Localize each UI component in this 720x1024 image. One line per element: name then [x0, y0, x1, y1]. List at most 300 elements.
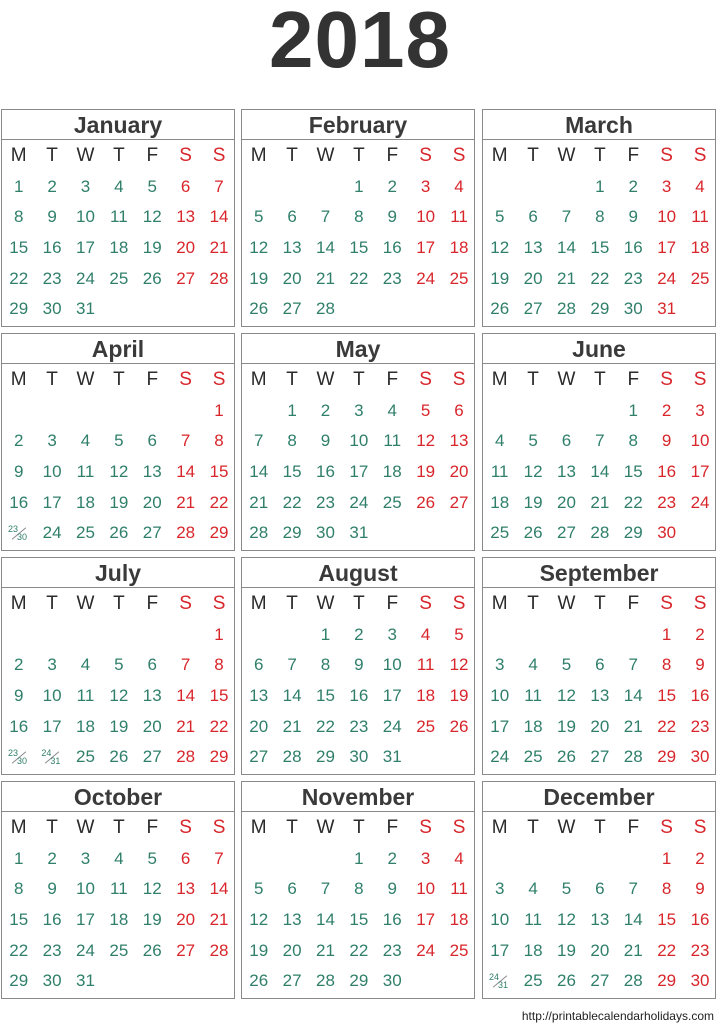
day-cell: 7: [628, 655, 638, 675]
day-cell: 27: [523, 299, 543, 319]
empty-cell: [550, 396, 583, 427]
day-cell: 27: [282, 299, 302, 319]
day-cell: 6: [180, 848, 191, 868]
weekday-header: F: [386, 369, 399, 391]
day-cell: 1: [595, 176, 605, 196]
weekday-header: M: [10, 369, 27, 391]
day-cell: 3: [420, 176, 431, 196]
day-cell: 30: [382, 971, 402, 991]
day-cell: 25: [523, 747, 543, 767]
weekday-header: T: [113, 817, 125, 839]
day-cell: 15: [9, 238, 29, 258]
day-number: 31: [50, 755, 61, 766]
day-cell: 10: [416, 879, 436, 899]
day-cell: 27: [557, 523, 576, 543]
day-cell: 18: [449, 910, 469, 930]
day-cell: 14: [590, 462, 610, 482]
weekday-header: W: [76, 369, 95, 391]
weekday-header: T: [46, 593, 58, 615]
weekday-header: S: [419, 369, 432, 391]
day-cell: 16: [382, 238, 402, 258]
weekday-header: T: [527, 593, 539, 615]
day-cell: 25: [382, 492, 402, 512]
empty-cell: [483, 620, 516, 651]
empty-cell: [169, 620, 202, 651]
day-cell: 7: [180, 655, 191, 675]
day-cell: 12: [249, 910, 269, 930]
empty-cell: [516, 396, 549, 427]
empty-cell: [583, 620, 616, 651]
day-cell: 13: [590, 686, 610, 706]
weekday-header: W: [316, 145, 335, 167]
day-cell: 29: [9, 971, 29, 991]
day-cell: 5: [561, 879, 572, 899]
day-cell: 26: [557, 971, 576, 991]
day-cell: 13: [249, 686, 269, 706]
day-cell: 22: [9, 268, 29, 288]
day-cell: 15: [349, 238, 369, 258]
day-cell: 26: [109, 523, 129, 543]
day-cell: 8: [354, 207, 364, 227]
empty-cell: [2, 396, 35, 427]
footer-url: http://printablecalendarholidays.com: [521, 1009, 714, 1023]
month-days-grid: [242, 813, 476, 997]
empty-cell: [376, 518, 409, 549]
weekday-header: F: [627, 145, 640, 167]
month-title: March: [483, 110, 715, 140]
day-cell: 14: [176, 686, 196, 706]
weekday-header: W: [557, 145, 576, 167]
day-cell: 5: [253, 207, 264, 227]
month-title: January: [2, 110, 234, 140]
day-cell: 12: [449, 655, 469, 675]
day-cell: 8: [214, 431, 224, 451]
day-cell: 7: [253, 431, 264, 451]
day-number: 24: [41, 747, 52, 758]
month-days-grid: [242, 589, 476, 773]
day-cell: 18: [76, 716, 95, 736]
day-cell: 11: [450, 207, 468, 227]
day-cell: 13: [590, 910, 610, 930]
day-cell: 16: [657, 462, 677, 482]
empty-cell: [409, 294, 442, 325]
day-cell: 17: [42, 492, 62, 512]
day-cell: 24: [490, 747, 510, 767]
day-cell: 3: [695, 400, 705, 420]
month-title: April: [2, 334, 234, 364]
day-cell: 21: [209, 238, 229, 258]
weekday-header: S: [660, 145, 673, 167]
weekday-header: S: [693, 369, 707, 391]
day-cell: 23: [316, 492, 335, 512]
day-cell: 11: [110, 207, 128, 227]
month-days-grid: [483, 813, 717, 997]
day-cell: 5: [494, 207, 505, 227]
day-cell: 20: [142, 716, 162, 736]
month-february: [241, 109, 475, 327]
month-days-grid: [2, 141, 236, 325]
day-cell: 24: [42, 523, 62, 543]
weekday-header: F: [146, 593, 159, 615]
day-cell: 22: [209, 716, 229, 736]
empty-cell: [202, 294, 235, 325]
weekday-header: S: [419, 817, 432, 839]
day-cell: 30: [316, 523, 335, 543]
month-days-grid: [483, 365, 717, 549]
day-cell: 18: [109, 238, 129, 258]
day-cell: 17: [349, 462, 369, 482]
day-cell: 6: [561, 431, 572, 451]
weekday-header: T: [286, 817, 298, 839]
day-cell: 8: [354, 879, 364, 899]
weekday-header: F: [627, 369, 640, 391]
day-cell: 25: [690, 268, 710, 288]
day-cell: 15: [657, 686, 677, 706]
day-cell: 13: [142, 686, 162, 706]
day-cell-split: [35, 742, 68, 773]
day-cell: 28: [316, 971, 335, 991]
day-cell: 19: [449, 686, 469, 706]
empty-cell: [35, 396, 68, 427]
empty-cell: [242, 172, 275, 203]
weekday-header: W: [557, 369, 576, 391]
day-cell: 19: [557, 940, 576, 960]
day-cell: 23: [382, 940, 402, 960]
weekday-header: W: [557, 593, 576, 615]
day-cell: 13: [523, 238, 543, 258]
empty-cell: [442, 518, 475, 549]
day-cell: 10: [690, 431, 710, 451]
day-cell: 3: [494, 655, 505, 675]
day-cell: 2: [628, 176, 638, 196]
day-cell: 21: [623, 716, 643, 736]
day-cell: 13: [557, 462, 576, 482]
day-cell: 3: [80, 176, 91, 196]
day-cell: 14: [316, 910, 335, 930]
day-cell: 10: [349, 431, 369, 451]
day-number: 23: [8, 747, 19, 758]
empty-cell: [617, 620, 650, 651]
day-cell: 25: [76, 523, 95, 543]
day-cell: 4: [528, 655, 538, 675]
day-cell: 23: [349, 716, 369, 736]
day-cell: 11: [76, 686, 95, 706]
day-cell: 2: [13, 655, 24, 675]
day-cell: 23: [42, 940, 62, 960]
day-cell: 17: [416, 238, 436, 258]
day-cell: 31: [76, 299, 95, 319]
weekday-header: T: [594, 817, 606, 839]
day-cell: 18: [109, 910, 129, 930]
day-cell: 30: [349, 747, 369, 767]
empty-cell: [169, 294, 202, 325]
day-cell: 19: [142, 238, 162, 258]
day-cell: 3: [387, 624, 397, 644]
weekday-header: W: [316, 593, 335, 615]
day-cell: 13: [142, 462, 162, 482]
day-cell: 26: [249, 971, 269, 991]
day-cell: 24: [76, 268, 95, 288]
day-cell: 9: [320, 431, 331, 451]
day-cell: 13: [176, 879, 196, 899]
month-title: December: [483, 782, 715, 812]
day-cell-split: [2, 742, 35, 773]
day-cell: 4: [80, 655, 91, 675]
day-cell: 31: [349, 523, 369, 543]
day-cell: 14: [557, 238, 576, 258]
day-cell: 9: [695, 655, 705, 675]
day-cell: 24: [657, 268, 677, 288]
day-cell: 7: [320, 879, 331, 899]
day-cell: 22: [590, 268, 610, 288]
month-title: November: [242, 782, 474, 812]
day-cell: 20: [176, 910, 196, 930]
day-cell: 1: [13, 848, 24, 868]
weekday-header: T: [46, 145, 58, 167]
day-cell: 29: [9, 299, 29, 319]
day-cell: 11: [691, 207, 709, 227]
day-cell: 27: [282, 971, 302, 991]
day-cell: 5: [454, 624, 464, 644]
day-cell: 5: [147, 176, 157, 196]
day-cell: 22: [349, 268, 369, 288]
day-cell: 27: [590, 971, 610, 991]
day-cell: 26: [142, 940, 162, 960]
month-title: October: [2, 782, 234, 812]
month-june: [482, 333, 716, 551]
month-november: [241, 781, 475, 999]
day-cell: 14: [249, 462, 269, 482]
day-cell: 13: [282, 910, 302, 930]
day-cell: 19: [142, 910, 162, 930]
day-cell: 12: [416, 431, 436, 451]
weekday-header: T: [527, 145, 539, 167]
empty-cell: [683, 294, 716, 325]
day-cell: 25: [76, 747, 95, 767]
weekday-header: S: [179, 369, 192, 391]
day-cell: 26: [142, 268, 162, 288]
day-cell: 19: [109, 492, 129, 512]
day-cell: 2: [695, 848, 705, 868]
weekday-header: T: [286, 145, 298, 167]
empty-cell: [202, 966, 235, 997]
day-cell: 26: [249, 299, 269, 319]
empty-cell: [483, 172, 516, 203]
day-cell: 25: [523, 971, 543, 991]
day-cell: 25: [490, 523, 510, 543]
day-cell: 10: [657, 207, 677, 227]
weekday-header: S: [660, 369, 673, 391]
day-cell: 11: [383, 431, 402, 451]
day-cell: 12: [109, 462, 129, 482]
day-cell: 28: [282, 747, 302, 767]
empty-cell: [550, 620, 583, 651]
day-cell: 9: [47, 207, 57, 227]
day-cell: 6: [287, 879, 297, 899]
month-october: [1, 781, 235, 999]
day-cell: 30: [42, 299, 62, 319]
day-cell: 24: [690, 492, 710, 512]
day-cell: 10: [42, 686, 62, 706]
day-cell: 7: [214, 176, 224, 196]
weekday-header: W: [316, 369, 335, 391]
month-august: [241, 557, 475, 775]
day-cell: 11: [76, 462, 95, 482]
day-cell: 15: [209, 686, 229, 706]
day-cell: 19: [523, 492, 543, 512]
day-cell: 28: [209, 268, 229, 288]
month-april: [1, 333, 235, 551]
day-cell: 10: [76, 207, 95, 227]
day-cell: 30: [690, 971, 710, 991]
day-cell: 22: [282, 492, 302, 512]
day-cell: 14: [623, 686, 643, 706]
day-cell: 28: [176, 523, 196, 543]
weekday-header: S: [693, 145, 707, 167]
day-cell: 18: [490, 492, 510, 512]
day-cell: 20: [142, 492, 162, 512]
day-cell: 9: [354, 655, 364, 675]
day-cell: 23: [657, 492, 677, 512]
day-cell: 16: [623, 238, 643, 258]
day-cell: 6: [253, 655, 264, 675]
day-cell: 10: [382, 655, 402, 675]
day-cell: 17: [382, 686, 402, 706]
day-cell: 16: [316, 462, 335, 482]
weekday-header: F: [627, 593, 640, 615]
weekday-header: M: [491, 817, 508, 839]
day-cell: 28: [316, 299, 335, 319]
weekday-header: S: [452, 593, 466, 615]
day-cell: 1: [354, 848, 364, 868]
day-cell: 2: [47, 176, 57, 196]
month-title: August: [242, 558, 474, 588]
month-days-grid: [2, 589, 236, 773]
weekday-header: S: [212, 145, 226, 167]
day-cell: 22: [623, 492, 643, 512]
day-cell: 2: [320, 400, 331, 420]
day-cell: 1: [628, 400, 638, 420]
day-cell: 21: [282, 716, 302, 736]
day-cell: 19: [249, 268, 269, 288]
day-number: 24: [489, 971, 500, 982]
weekday-header: M: [250, 369, 267, 391]
empty-cell: [409, 518, 442, 549]
empty-cell: [442, 294, 475, 325]
weekday-header: S: [693, 817, 707, 839]
day-cell: 26: [416, 492, 436, 512]
weekday-header: S: [693, 593, 707, 615]
day-cell: 18: [76, 492, 95, 512]
day-cell: 20: [176, 238, 196, 258]
day-cell: 21: [623, 940, 643, 960]
day-cell: 22: [316, 716, 335, 736]
day-cell: 9: [387, 879, 397, 899]
day-cell: 24: [76, 940, 95, 960]
day-cell: 7: [180, 431, 191, 451]
weekday-header: S: [452, 145, 466, 167]
day-cell: 18: [523, 716, 543, 736]
weekday-header: S: [212, 817, 226, 839]
day-cell-split: [483, 966, 516, 997]
day-number: 31: [498, 979, 509, 990]
weekday-header: F: [627, 817, 640, 839]
day-cell: 1: [287, 400, 297, 420]
day-cell: 28: [623, 747, 643, 767]
day-cell: 12: [109, 686, 129, 706]
day-cell: 13: [176, 207, 196, 227]
day-cell: 15: [9, 910, 29, 930]
day-cell: 29: [209, 523, 229, 543]
empty-cell: [342, 294, 375, 325]
day-cell: 6: [147, 655, 157, 675]
day-cell: 16: [9, 716, 29, 736]
empty-cell: [617, 844, 650, 875]
day-cell: 8: [661, 879, 672, 899]
day-cell: 20: [449, 462, 469, 482]
empty-cell: [69, 396, 102, 427]
weekday-header: S: [179, 145, 192, 167]
weekday-header: W: [76, 593, 95, 615]
day-cell: 26: [557, 747, 576, 767]
day-cell: 27: [176, 268, 196, 288]
weekday-header: M: [491, 369, 508, 391]
day-cell: 29: [590, 299, 610, 319]
day-cell: 7: [561, 207, 572, 227]
empty-cell: [376, 294, 409, 325]
day-cell: 11: [490, 462, 509, 482]
empty-cell: [309, 172, 342, 203]
weekday-header: T: [527, 369, 539, 391]
day-cell: 27: [249, 747, 269, 767]
empty-cell: [242, 620, 275, 651]
day-cell: 20: [590, 716, 610, 736]
day-cell: 5: [147, 848, 157, 868]
weekday-header: S: [179, 593, 192, 615]
day-cell: 2: [387, 176, 397, 196]
day-cell: 2: [47, 848, 57, 868]
day-cell: 5: [114, 655, 124, 675]
day-cell: 23: [690, 716, 710, 736]
day-cell: 14: [623, 910, 643, 930]
day-cell: 18: [382, 462, 402, 482]
empty-cell: [550, 844, 583, 875]
day-number: 30: [17, 755, 28, 766]
day-cell: 9: [13, 462, 24, 482]
day-cell: 27: [590, 747, 610, 767]
day-cell: 22: [657, 716, 677, 736]
day-cell: 1: [661, 848, 672, 868]
weekday-header: T: [594, 369, 606, 391]
day-cell: 2: [13, 431, 24, 451]
day-cell: 9: [661, 431, 672, 451]
day-cell: 28: [590, 523, 610, 543]
day-cell: 3: [80, 848, 91, 868]
weekday-header: F: [386, 145, 399, 167]
day-cell: 4: [528, 879, 538, 899]
weekday-header: T: [286, 593, 298, 615]
day-cell: 22: [349, 940, 369, 960]
empty-cell: [2, 620, 35, 651]
day-cell: 11: [416, 655, 435, 675]
day-cell: 11: [450, 879, 468, 899]
day-cell: 12: [249, 238, 269, 258]
day-cell: 17: [490, 716, 510, 736]
empty-cell: [516, 172, 549, 203]
day-cell: 29: [282, 523, 302, 543]
day-cell: 20: [557, 492, 576, 512]
day-cell: 31: [76, 971, 95, 991]
